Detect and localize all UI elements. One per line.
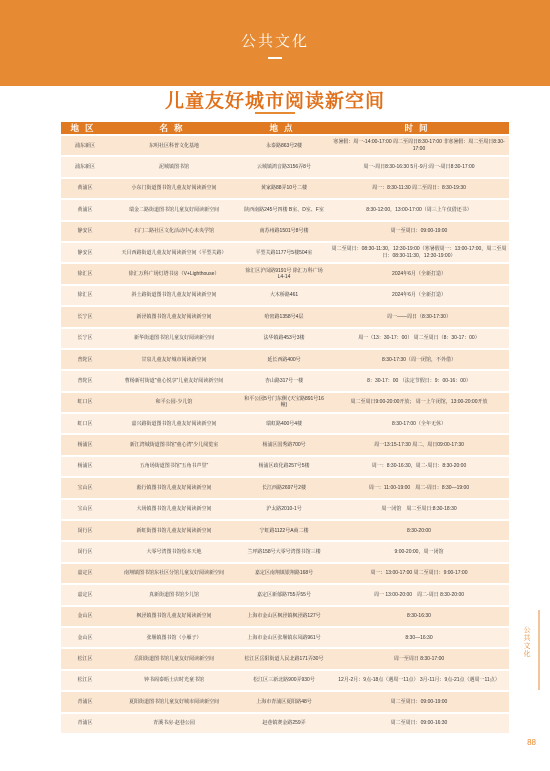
cell-district: 普陀区: [61, 371, 109, 390]
cell-address: 杨浦区国秀路700号: [239, 435, 329, 454]
cell-time: 周一至周日 8:30-17:00: [329, 649, 509, 668]
cell-district: 黄浦区: [61, 179, 109, 198]
cell-district: 青浦区: [61, 692, 109, 711]
cell-time: 8:30-16:30: [329, 607, 509, 626]
cell-time: 周二至周日：08:30-11:30，12:30-19:00（寒暑假周一：13:00-17:00，周二至周日：08:30-11:30，12:30-19:00）: [329, 243, 509, 262]
cell-district: 金山区: [61, 607, 109, 626]
cell-address: 南苏州路1501号8号楼: [239, 222, 329, 241]
column-header-name: 名称: [109, 122, 239, 134]
cell-name: 瑞金二路街道图书馆儿童友好阅读新空间: [109, 200, 239, 219]
cell-name: 东明社区科普文化基地: [109, 136, 239, 155]
table-row: [61, 393, 509, 412]
cell-name: 徐汇万科广场灯塔书房（V+Lighthouse）: [109, 264, 239, 283]
page-title-divider: [255, 112, 295, 114]
table-row: [61, 542, 509, 561]
table-body: [61, 136, 509, 733]
cell-name: 淞行镇图书馆儿童友好阅读新空间: [109, 478, 239, 497]
table-row: [61, 307, 509, 326]
cell-name: 石门二路社区文化活动中心未央学馆: [109, 222, 239, 241]
cell-district: 嘉定区: [61, 564, 109, 583]
section-header-band: [0, 0, 550, 86]
cell-name: 小东门街道图书馆儿童友好阅读新空间: [109, 179, 239, 198]
cell-time: 周一至周日：09:00-19:00: [329, 222, 509, 241]
cell-address: 和平公园5号门东侧 (天宝路891号16幢): [239, 393, 329, 412]
cell-district: 徐汇区: [61, 286, 109, 305]
cell-time: 9:00-20:00，周一闭馆: [329, 542, 509, 561]
side-tab-label: 公共文化: [523, 627, 531, 658]
table-row: [61, 286, 509, 305]
cell-name: 南翔镇图书馆东社区分馆儿童友好阅读新空间: [109, 564, 239, 583]
cell-address: 黄家路88弄10号二楼: [239, 179, 329, 198]
cell-time: 周一：8:30-16:30，周二-周日：8:30-20:00: [329, 457, 509, 476]
cell-name: 钟书阁泰晤士店时光童书馆: [109, 671, 239, 690]
table-row: [61, 521, 509, 540]
table-row: [61, 179, 509, 198]
cell-address: 沪太路2010-1号: [239, 500, 329, 519]
cell-address: 杨浦区政化路257号5楼: [239, 457, 329, 476]
cell-address: 哈密路1358号4层: [239, 307, 329, 326]
cell-district: 松江区: [61, 649, 109, 668]
cell-address: 云城镇鸿音路3156弄8号: [239, 157, 329, 176]
table-row: [61, 500, 509, 519]
cell-name: 新江湾城街道图书馆"童心湾"少儿阅览室: [109, 435, 239, 454]
cell-district: 杨浦区: [61, 457, 109, 476]
table-row: [61, 414, 509, 433]
cell-time: 周一：8:30-11:30 周二至周日：8:30-19:30: [329, 179, 509, 198]
cell-district: 杨浦区: [61, 435, 109, 454]
cell-address: 徐汇区沪闵路9191号 徐汇万科广场 L4-14: [239, 264, 329, 283]
table-row: [61, 329, 509, 348]
cell-address: 长江西路2697号2楼: [239, 478, 329, 497]
column-header-address: 地点: [239, 122, 329, 134]
cell-district: 闵行区: [61, 542, 109, 561]
cell-district: 宝山区: [61, 478, 109, 497]
cell-time: 8:30-20:00: [329, 521, 509, 540]
cell-address: 松江区岳阳街道人民北路171弄30号: [239, 649, 329, 668]
cell-time: 周一：11:00-19:00 周二-周日：8:30—19:00: [329, 478, 509, 497]
cell-time: 8:30—16:30: [329, 628, 509, 647]
cell-name: 和平公园·少儿馆: [109, 393, 239, 412]
cell-name: 新华街道图书馆儿童友好阅读新空间: [109, 329, 239, 348]
table-row: [61, 692, 509, 711]
cell-time: 周一-周日8:30-16:30 5月-9月:周一-周日8:30-17:00: [329, 157, 509, 176]
cell-name: 大场镇图书馆儿童友好阅读新空间: [109, 500, 239, 519]
cell-time: 周二至周日9:00-20:00开放； 周一上午闭馆，13:00-20:00开放: [329, 393, 509, 412]
cell-name: 大零号湾图书馆绘本天地: [109, 542, 239, 561]
cell-time: 周一——周日（8:30-17:30）: [329, 307, 509, 326]
cell-address: 赵巷镇赛金路259弄: [239, 714, 329, 733]
table-row: [61, 714, 509, 733]
cell-address: 延长西路400号: [239, 350, 329, 369]
cell-name: 岳阳街道图书馆儿童友好阅读新空间: [109, 649, 239, 668]
cell-district: 长宁区: [61, 329, 109, 348]
cell-name: 枫泾镇图书馆儿童友好阅读新空间: [109, 607, 239, 626]
cell-time: 8:30-12:00，13:00-17:00（周三上午仅借还书）: [329, 200, 509, 219]
cell-district: 浦东新区: [61, 136, 109, 155]
cell-district: 虹口区: [61, 414, 109, 433]
cell-district: 闵行区: [61, 521, 109, 540]
cell-name: 新泾镇图书馆儿童友好阅读新空间: [109, 307, 239, 326]
table-row: [61, 157, 509, 176]
cell-district: 虹口区: [61, 393, 109, 412]
cell-district: 静安区: [61, 243, 109, 262]
cell-time: 2024年6月（全新打造）: [329, 264, 509, 283]
page-number: 88: [527, 738, 536, 747]
cell-district: 青浦区: [61, 714, 109, 733]
cell-time: 周二至周日：09:00-16:30: [329, 714, 509, 733]
cell-district: 徐汇区: [61, 264, 109, 283]
cell-name: 夏阳街道图书馆儿童友好城市阅读新空间: [109, 692, 239, 711]
cell-address: 嘉定区南翔镇银翔路168号: [239, 564, 329, 583]
cell-address: 杏山路317号一楼: [239, 371, 329, 390]
cell-name: 新虹街图书馆儿童友好阅读新空间: [109, 521, 239, 540]
cell-district: 静安区: [61, 222, 109, 241]
page-title: 儿童友好城市阅读新空间: [164, 91, 385, 112]
cell-address: 平型关路1177号5楼504室: [239, 243, 329, 262]
table-row: [61, 371, 509, 390]
section-title: 公共文化: [240, 33, 309, 50]
cell-address: 嘉定区新郁路755弄55号: [239, 585, 329, 604]
cell-address: 上海市金山区枫泾镇枫泾路127号: [239, 607, 329, 626]
cell-address: 上海市青浦区夏阳路48号: [239, 692, 329, 711]
table-row: [61, 564, 509, 583]
column-header-time: 时间: [329, 122, 509, 134]
table-row: [61, 222, 509, 241]
table-row: [61, 457, 509, 476]
cell-name: 泥城镇图书馆: [109, 157, 239, 176]
cell-time: 8:30-17:00（全年无休）: [329, 414, 509, 433]
cell-time: 2024年6月（全新打造）: [329, 286, 509, 305]
table-row: [61, 649, 509, 668]
cell-time: 12月-2月：9点-18点（遇周一11点） 3月-11月：9点-21点（遇周一11点）: [329, 671, 509, 690]
cell-name: 张堰镇图书馆（小雁子）: [109, 628, 239, 647]
cell-address: 宁虹路1122号A商二楼: [239, 521, 329, 540]
cell-address: 瑞虹路400号4楼: [239, 414, 329, 433]
cell-name: 五角场街道图书馆"五角书声里": [109, 457, 239, 476]
cell-time: 周一 13:00-20:00 周二-周日 8:30-20:00: [329, 585, 509, 604]
cell-district: 宝山区: [61, 500, 109, 519]
cell-district: 普陀区: [61, 350, 109, 369]
reading-space-table: [61, 120, 509, 735]
cell-time: 周一（13：30-17：00） 周二至周日（8：30-17：00）: [329, 329, 509, 348]
table-row: [61, 585, 509, 604]
cell-time: 周一闭馆 周二至周日:8:30-18:30: [329, 500, 509, 519]
cell-address: 陕西南路245号四楼 B室、D室、F室: [239, 200, 329, 219]
cell-district: 松江区: [61, 671, 109, 690]
cell-address: 兰坪路158号大零号湾图书馆三楼: [239, 542, 329, 561]
cell-name: 天目西路街道儿童友好阅读新空间（平型关路）: [109, 243, 239, 262]
cell-name: 甘泉儿童友好城市阅读新空间: [109, 350, 239, 369]
cell-time: 周二至周日：09:00-19:00: [329, 692, 509, 711]
cell-district: 嘉定区: [61, 585, 109, 604]
table-row: [61, 136, 509, 155]
cell-address: 法华镇路453号3楼: [239, 329, 329, 348]
cell-name: 曹杨新村街道"童心悦享"儿童友好阅读新空间: [109, 371, 239, 390]
cell-district: 长宁区: [61, 307, 109, 326]
cell-time: 周一13:15-17:30 周二、周日09:00-17:30: [329, 435, 509, 454]
column-header-district: 地区: [61, 122, 109, 134]
side-accent-bar: [538, 610, 540, 690]
cell-name: 嘉兴路街道图书馆儿童友好阅读新空间: [109, 414, 239, 433]
table-row: [61, 435, 509, 454]
table-row: [61, 478, 509, 497]
cell-district: 浦东新区: [61, 157, 109, 176]
cell-time: 8:30-17:30（周一闭馆，不外借）: [329, 350, 509, 369]
cell-address: 永泰路863号2楼: [239, 136, 329, 155]
cell-time: 寒暑假：周一-14:00-17:00 周二至周日8:30-17:00 非寒暑假：周二至周日8:30-17:00: [329, 136, 509, 155]
cell-district: 黄浦区: [61, 200, 109, 219]
table-row: [61, 350, 509, 369]
title-underline: [268, 57, 282, 59]
table-row: [61, 200, 509, 219]
cell-time: 周一：13:00-17:00 周二至周日：9:00-17:00: [329, 564, 509, 583]
cell-address: 松江区三新北路900弄930号: [239, 671, 329, 690]
table-row: [61, 243, 509, 262]
table-row: [61, 671, 509, 690]
cell-district: 金山区: [61, 628, 109, 647]
table-row: [61, 607, 509, 626]
table-header-row: [61, 122, 509, 134]
cell-name: 青溪书房·赵巷公园: [109, 714, 239, 733]
cell-time: 8：30-17：00 （法定节假日：9：00-16：00）: [329, 371, 509, 390]
cell-name: 真新街道图书馆少儿馆: [109, 585, 239, 604]
cell-address: 上海市金山区张堰镇东凤路961号: [239, 628, 329, 647]
table-row: [61, 628, 509, 647]
table-row: [61, 264, 509, 283]
cell-name: 斜土路街道图书馆儿童友好阅读新空间: [109, 286, 239, 305]
cell-address: 大木桥路461: [239, 286, 329, 305]
